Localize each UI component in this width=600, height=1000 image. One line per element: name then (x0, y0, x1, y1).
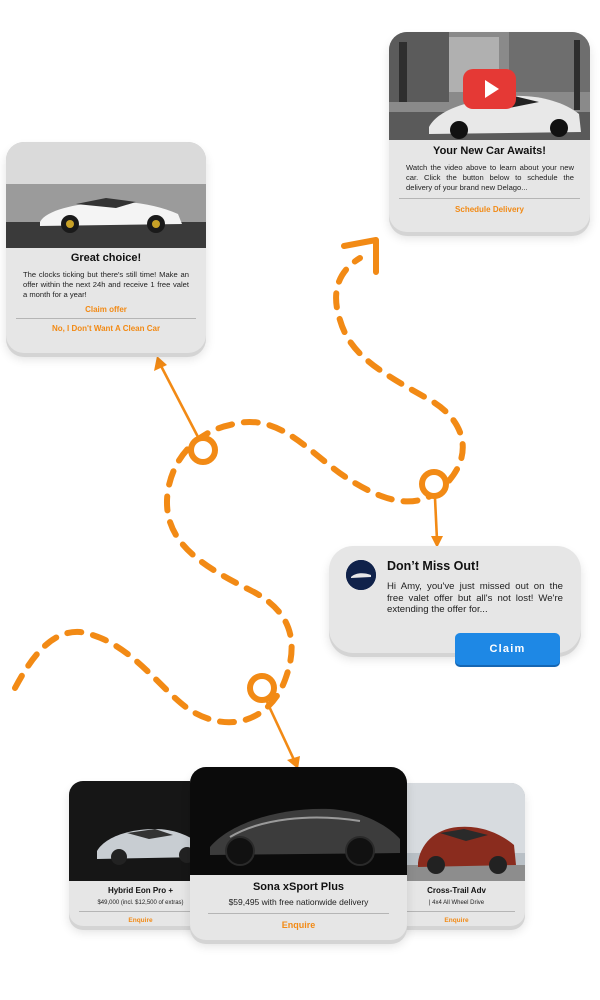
divider (79, 911, 202, 912)
claim-button[interactable]: Claim (455, 633, 560, 665)
divider (16, 318, 196, 319)
connector-notification (435, 498, 437, 540)
journey-node-2 (422, 472, 446, 496)
sona-title: Sona xSport Plus (252, 881, 345, 893)
play-icon[interactable] (463, 69, 516, 109)
notification-body: Hi Amy, you've just missed out on the free valet offer but all's not lost! We're extending the offer for... (387, 581, 563, 615)
hybrid-price: $49,000 (incl. $12,500 of extras) (97, 900, 184, 906)
divider (208, 913, 389, 914)
claim-offer-link[interactable]: Claim offer (85, 305, 127, 315)
journey-node-1 (191, 438, 215, 462)
product-card-sona (190, 767, 407, 940)
product-card-cross-trail (388, 783, 525, 926)
notification-title: Don’t Miss Out! (387, 559, 480, 573)
new-car-body: Watch the video above to learn about your new car. Click the button below to schedule the delivery of your brand new Delago... (406, 163, 574, 192)
hybrid-title: Hybrid Eon Pro + (107, 886, 174, 895)
arrowhead-great-choice (154, 356, 167, 371)
push-notification-card (329, 546, 581, 653)
great-choice-card (6, 142, 206, 353)
journey-node-3 (250, 676, 274, 700)
decline-offer-link[interactable]: No, I Don't Want A Clean Car (51, 324, 161, 334)
video-thumbnail[interactable] (389, 32, 590, 140)
new-car-video-card (389, 32, 590, 232)
cross-trail-detail: | 4x4 All Wheel Drive (428, 900, 485, 906)
enquire-button[interactable]: Enquire (281, 920, 316, 930)
sona-car-image (190, 767, 407, 875)
great-choice-body: The clocks ticking but there's still time! Make an offer within the next 24h and receive 1 free valet a month for a year! (23, 270, 189, 299)
connector-great-choice (160, 364, 198, 437)
cross-trail-car-image (388, 783, 525, 881)
sona-price: $59,495 with free nationwide delivery (228, 897, 369, 907)
enquire-button[interactable]: Enquire (444, 917, 469, 924)
enquire-button[interactable]: Enquire (128, 917, 153, 924)
divider (398, 911, 515, 912)
schedule-delivery-link[interactable]: Schedule Delivery (455, 205, 524, 215)
new-car-title: Your New Car Awaits! (433, 145, 546, 157)
cross-trail-title: Cross-Trail Adv (427, 886, 486, 895)
divider (399, 198, 580, 199)
great-choice-title: Great choice! (70, 252, 142, 264)
white-sports-car-image (6, 142, 206, 248)
connector-carousel (267, 702, 295, 762)
brand-avatar-icon (346, 560, 376, 590)
